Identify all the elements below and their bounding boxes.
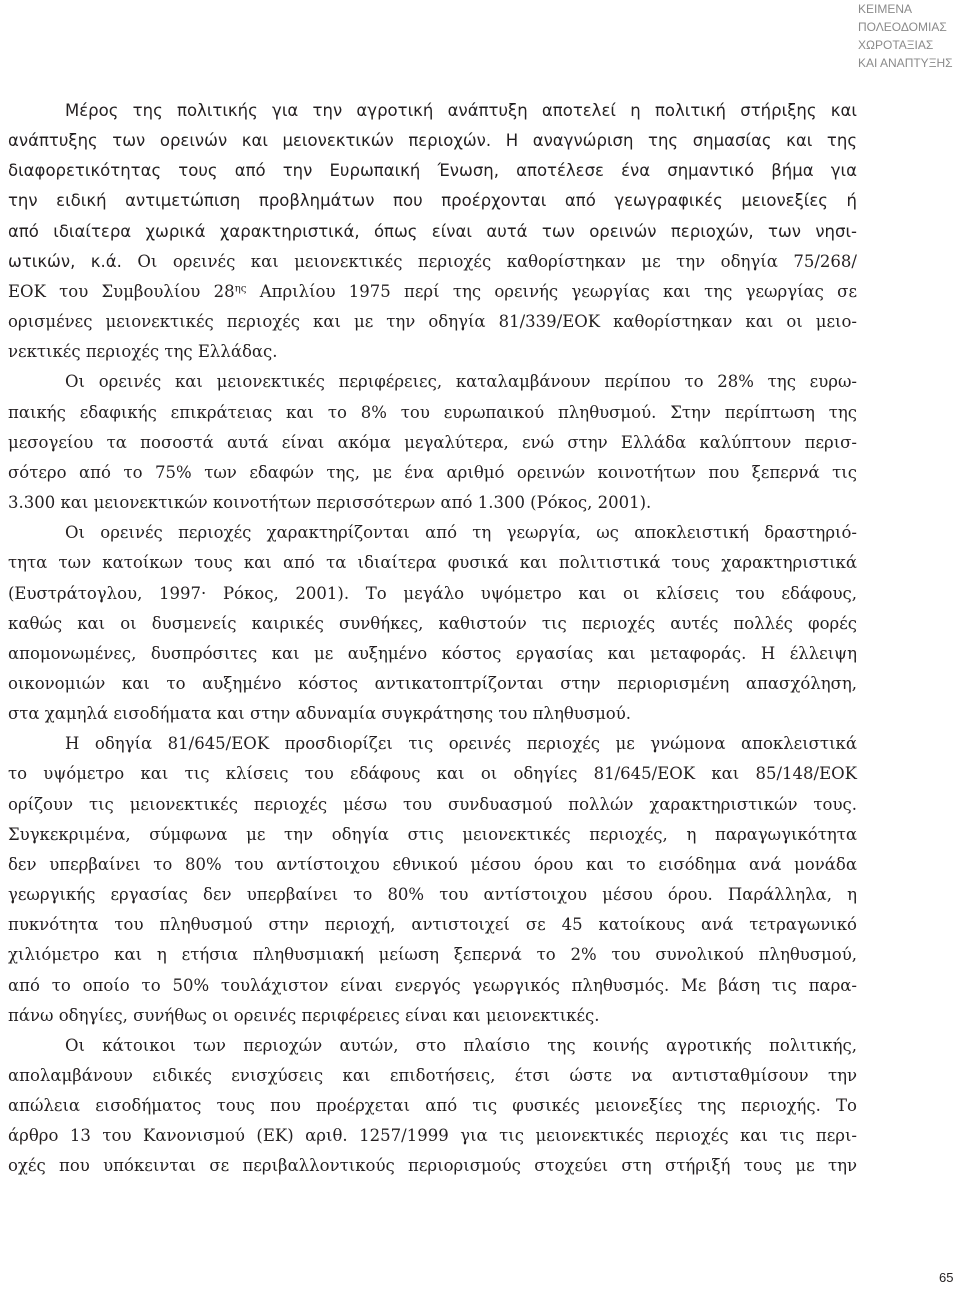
paragraph	[8, 729, 857, 1031]
text-line: γεωργικής εργασίας δεν υπερβαίνει το 80% του αντίστοιχου μέσου όρου. Παράλληλα, η	[8, 885, 857, 905]
text-line: διαφορετικότητας τους από την Ευρωπαική Ένωση, αποτέλεσε ένα σημαντικό βήμα για	[8, 161, 857, 181]
text-line: πάνω οδηγίες, συνήθως οι ορεινές περιφέρειες είναι και μειονεκτικές.	[8, 1005, 600, 1025]
running-header-line: ΠΟΛΕΟΔΟΜΙΑΣ	[858, 20, 947, 34]
text-line: την ειδική αντιμετώπιση προβλημάτων που προέρχονται από γεωγραφικές μειονεξίες ή	[8, 191, 857, 211]
text-line: ανάπτυξης των ορεινών και μειονεκτικών περιοχών. Η αναγνώριση της σημασίας και της	[8, 131, 857, 151]
text-line: απώλεια εισοδήματος τους που προέρχεται από τις φυσικές μειονεξίες της περιοχής. Το	[8, 1096, 857, 1116]
ordinal-suffix: ης	[234, 283, 247, 295]
text-line: δεν υπερβαίνει το 80% του αντίστοιχου εθνικού μέσου όρου και το εισόδημα ανά μονάδα	[8, 854, 857, 874]
running-header-line: ΧΩΡΟΤΑΞΙΑΣ	[858, 38, 934, 52]
text-line	[8, 247, 857, 277]
body-text	[8, 96, 857, 1182]
text-line: 3.300 και μειονεκτικών κοινοτήτων περισσότερων από 1.300 (Ρόκος, 2001).	[8, 493, 652, 513]
text-line: χιλιόμετρο και η ετήσια πληθυσμιακή μείωση ξεπερνά το 2% του συνολικού πληθυσμού,	[8, 945, 857, 965]
text-line: οχές που υπόκεινται σε περιβαλλοντικούς περιορισμούς στοχεύει στη στήριξή τους με την	[8, 1156, 857, 1176]
text-line: Η οδηγία 81/645/ΕΟΚ προσδιορίζει τις ορεινές περιοχές με γνώμονα αποκλειστικά	[65, 734, 857, 754]
text-line: Οι ορεινές και μειονεκτικές περιφέρειες, καταλαμβάνουν περίπου το 28% της ευρω-	[65, 372, 857, 392]
text-line: Μέρος της πολιτικής για την αγροτική ανάπτυξη αποτελεί η πολιτική στήριξης και	[65, 101, 857, 120]
text-line: καθώς και οι δυσμενείς καιρικές συνθήκες, καθιστούν τις περιοχές αυτές πολλές φορές	[8, 613, 857, 633]
text-line: Οι ορεινές περιοχές χαρακτηρίζονται από τη γεωργία, ως αποκλειστική δραστηριό-	[65, 523, 857, 543]
running-header-line: ΚΕΙΜΕΝΑ	[858, 2, 913, 16]
text-line: ορίζουν τις μειονεκτικές περιοχές μέσω του συνδυασμού πολλών χαρακτηριστικών τους.	[8, 794, 857, 814]
text-line: το υψόμετρο και τις κλίσεις του εδάφους και οι οδηγίες 81/645/ΕΟΚ και 85/148/ΕΟΚ	[8, 764, 857, 784]
text-line	[8, 277, 857, 307]
text-line: στα χαμηλά εισοδήματα και στην αδυναμία συγκράτησης του πληθυσμού.	[8, 704, 632, 724]
text-line: τητα των κατοίκων τους και από τα ιδιαίτερα φυσικά και πολιτιστικά τους χαρακτηριστικά	[8, 553, 857, 573]
text-line: άρθρο 13 του Κανονισμού (ΕΚ) αριθ. 1257/1999 για τις μειονεκτικές περιοχές και τις περι-	[8, 1126, 857, 1146]
text-line: (Ευστράτογλου, 1997· Ρόκος, 2001). Το μεγάλο υψόμετρο και οι κλίσεις του εδάφους,	[8, 583, 857, 603]
text-line: σότερο από το 75% των εδαφών της, με ένα αριθμό ορεινών κοινοτήτων που ξεπερνά τις	[8, 462, 857, 482]
text-line: ορισμένες μειονεκτικές περιοχές και με την οδηγία 81/339/ΕΟΚ καθορίστηκαν και οι μειο-	[8, 312, 857, 332]
text-line: από το οποίο το 50% τουλάχιστον είναι ενεργός γεωργικός πληθυσμός. Με βάση τις παρα-	[8, 975, 857, 995]
text-line: απολαμβάνουν ειδικές ενισχύσεις και επιδοτήσεις, έτσι ώστε να αντισταθμίσουν την	[8, 1066, 857, 1085]
text-line: Συγκεκριμένα, σύμφωνα με την οδηγία στις μειονεκτικές περιοχές, η παραγωγικότητα	[8, 824, 857, 844]
paragraph	[8, 518, 857, 729]
text-segment: ΕΟΚ του Συμβουλίου 28	[8, 281, 235, 301]
paragraph	[8, 367, 857, 518]
text-line: μεσογείου τα ποσοστά αυτά είναι ακόμα μεγαλύτερα, ενώ στην Ελλάδα καλύπτουν περισ-	[8, 432, 857, 452]
text-line: Οι κάτοικοι των περιοχών αυτών, στο πλαίσιο της κοινής αγροτικής πολιτικής,	[65, 1035, 857, 1055]
text-line: νεκτικές περιοχές της Ελλάδας.	[8, 342, 278, 362]
running-header-line: ΚΑΙ ΑΝΑΠΤΥΞΗΣ	[858, 56, 953, 70]
paragraph	[8, 96, 857, 367]
running-header	[858, 0, 953, 72]
page-number: 65	[939, 1270, 954, 1285]
text-line: παικής εδαφικής επικράτειας και το 8% του ευρωπαικού πληθυσμού. Στην περίπτωση της	[8, 402, 857, 422]
text-line: πυκνότητα του πληθυσμού στην περιοχή, αντιστοιχεί σε 45 κατοίκους ανά τετραγωνικό	[8, 915, 857, 935]
text-segment: Οι ορεινές και μειονεκτικές περιοχές καθορίστηκαν με την οδηγία 75/268/	[137, 251, 857, 271]
text-segment: ωτικών, κ.ά.	[8, 251, 122, 271]
text-line: απομονωμένες, δυσπρόσιτες και με αυξημένο κόστος εργασίας και μεταφοράς. Η έλλειψη	[8, 643, 857, 663]
text-segment: Απριλίου 1975 περί της ορεινής γεωργίας και της γεωργίας σε	[259, 281, 857, 301]
paragraph	[8, 1031, 857, 1182]
text-line: οικονομιών και το αυξημένο κόστος αντικατοπτρίζονται στην περιορισμένη απασχόληση,	[8, 673, 857, 693]
text-line: από ιδιαίτερα χωρικά χαρακτηριστικά, όπως είναι αυτά των ορεινών περιοχών, των νησι-	[8, 221, 857, 241]
